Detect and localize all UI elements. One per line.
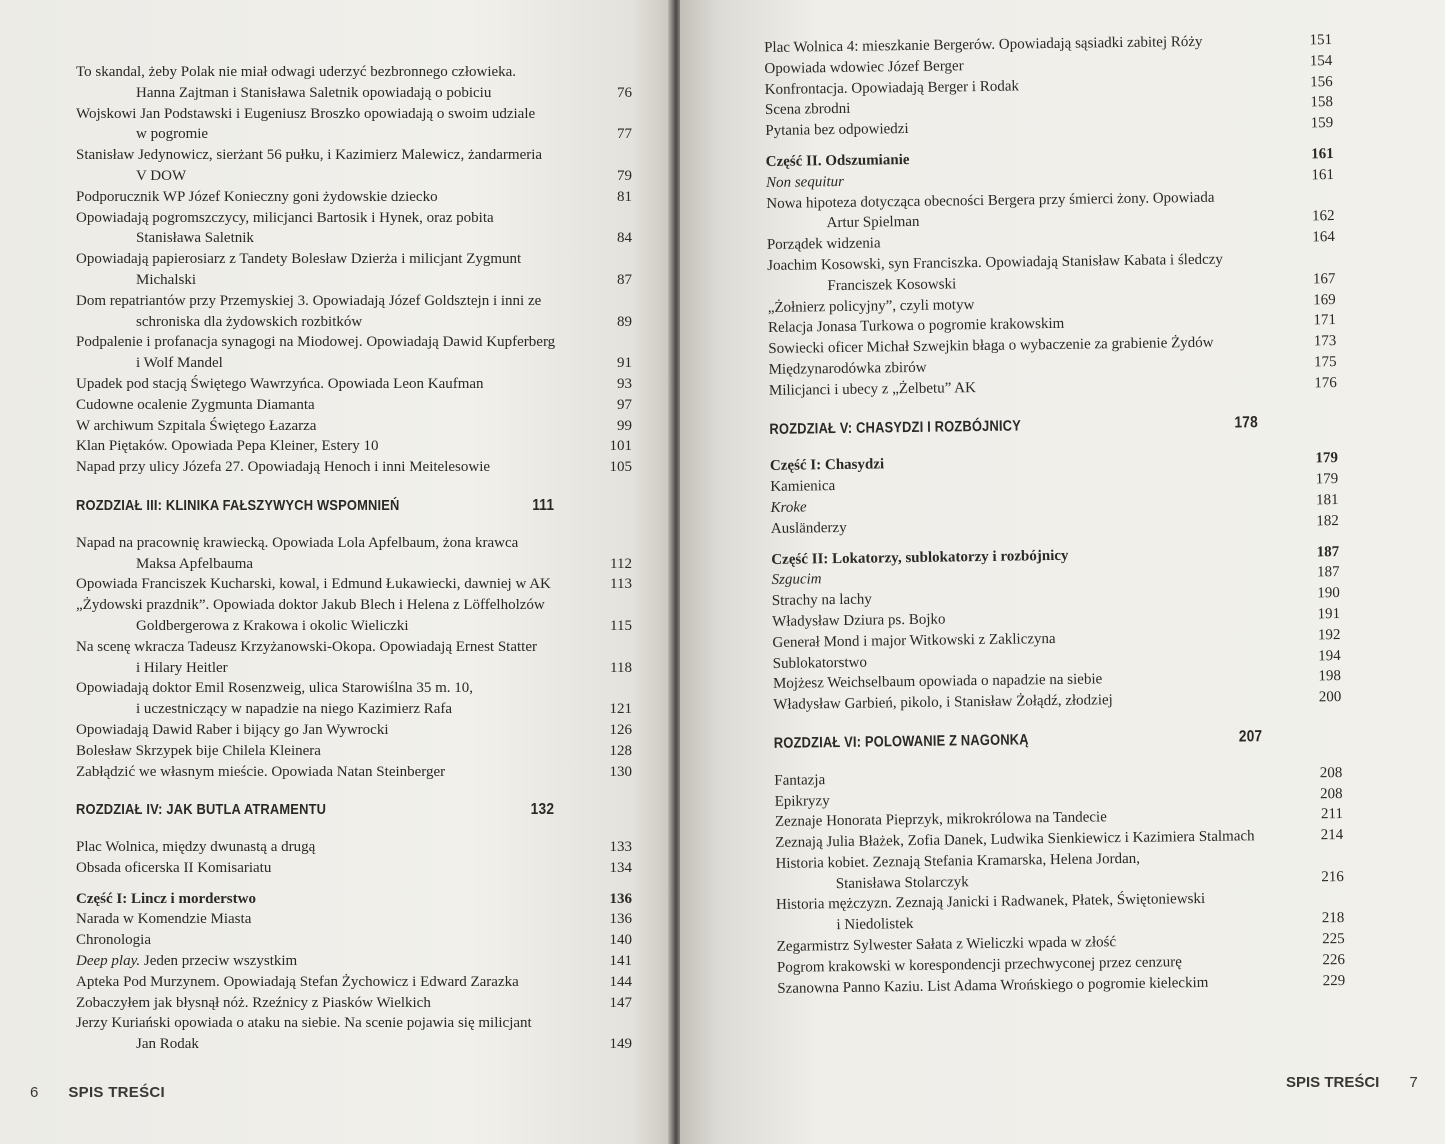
toc-entry: Kroke 181 bbox=[770, 491, 1339, 516]
page-number: 7 bbox=[1409, 1074, 1418, 1091]
toc-entry: Zeznają Julia Błażek, Zofia Danek, Ludwika Sienkiewicz i Kazimiera Stalmach 214 bbox=[775, 827, 1344, 852]
toc-entry: Plac Wolnica 4: mieszkanie Bergerów. Opowiadają sąsiadki zabitej Róży 151 bbox=[764, 32, 1333, 56]
toc-right bbox=[764, 30, 1345, 999]
toc-entry: Stanisław Jedynowicz, sierżant 56 pułku, i Kazimierz Malewicz, żandarmeria V DOW 79 bbox=[76, 147, 632, 184]
toc-entry: Obsada oficerska II Komisariatu 134 bbox=[76, 859, 632, 876]
toc-entry: Ausländerzy 182 bbox=[770, 512, 1339, 537]
toc-entry: Cudowne ocalenie Zygmunta Diamanta 97 bbox=[76, 396, 632, 413]
toc-entry: Zabłądzić we własnym mieście. Opowiada Natan Steinberger 130 bbox=[76, 763, 632, 780]
toc-entry: Napad na pracownię krawiecką. Opowiada Lola Apfelbaum, żona krawca Maksa Apfelbauma 112 bbox=[76, 534, 632, 572]
toc-entry: Chronologia 140 bbox=[76, 932, 632, 949]
toc-entry: Pogrom krakowski w korespondencji przechwyconej przez cenzurę 226 bbox=[776, 951, 1346, 976]
part-heading: Część II. Odszumianie 161 bbox=[765, 146, 1334, 170]
toc-entry: Podpalenie i profanacja synagogi na Miodowej. Opowiadają Dawid Kupferberg i Wolf Mandel 91 bbox=[76, 334, 632, 372]
toc-entry: Szgucim 187 bbox=[771, 564, 1340, 589]
toc-entry: Zobaczyłem jak błysnął nóż. Rzeźnicy z Piasków Wielkich 147 bbox=[76, 994, 632, 1011]
toc-entry: Generał Mond i major Witkowski z Zakliczyna 192 bbox=[772, 626, 1341, 651]
toc-entry: Napad przy ulicy Józefa 27. Opowiadają Henoch i inni Meitelesowie 105 bbox=[76, 459, 632, 476]
toc-entry: Nowa hipoteza dotycząca obecności Bergera przy śmierci żony. Opowiada Artur Spielman 162 bbox=[766, 189, 1335, 232]
part-heading: Część I: Lincz i morderstwo 136 bbox=[76, 890, 632, 907]
toc-entry: Władysław Dziura ps. Bojko 191 bbox=[772, 605, 1341, 630]
toc-left bbox=[76, 62, 632, 1055]
toc-entry: W archiwum Szpitala Świętego Łazarza 99 bbox=[76, 417, 632, 434]
chapter-heading: ROZDZIAŁ IV: JAK BUTLA ATRAMENTU 132 bbox=[76, 801, 555, 819]
toc-entry: Opowiada Franciszek Kucharski, kowal, i Edmund Łukawiecki, dawniej w AK 113 bbox=[76, 576, 632, 593]
toc-entry: Opowiadają Dawid Raber i bijący go Jan Wywrocki 126 bbox=[76, 721, 632, 738]
toc-entry: Bolesław Skrzypek bije Chilela Kleinera 128 bbox=[76, 742, 632, 759]
toc-entry: Milicjanci i ubecy z „Żelbetu” AK 176 bbox=[768, 374, 1337, 399]
left-page bbox=[0, 0, 672, 1144]
toc-entry: Deep play. Jeden przeciw wszystkim 141 bbox=[76, 953, 632, 970]
chapter-heading: ROZDZIAŁ VI: POLOWANIE Z NAGONKĄ 207 bbox=[773, 728, 1263, 752]
toc-entry: Konfrontacja. Opowiadają Berger i Rodak 156 bbox=[764, 73, 1333, 98]
toc-entry: Epikryzy 208 bbox=[774, 785, 1343, 810]
chapter-heading: ROZDZIAŁ V: CHASYDZI I ROZBÓJNICY 178 bbox=[769, 413, 1259, 438]
chapter-heading: ROZDZIAŁ III: KLINIKA FAŁSZYWYCH WSPOMNIEŃ 111 bbox=[76, 496, 555, 514]
page-footer bbox=[1286, 1074, 1418, 1091]
toc-entry: Klan Piętaków. Opowiada Pepa Kleiner, Estery 10 101 bbox=[76, 438, 632, 455]
toc-entry: To skandal, żeby Polak nie miał odwagi uderzyć bezbronnego człowieka. Hanna Zajtman i Stanisława Saletnik opowiadają o pobiciu 76 bbox=[76, 64, 632, 101]
toc-entry: Relacja Jonasa Turkowa o pogromie krakowskim 171 bbox=[767, 312, 1337, 337]
page-number: 6 bbox=[30, 1084, 39, 1101]
toc-entry: „Żołnierz policyjny”, czyli motyw 169 bbox=[767, 291, 1336, 316]
part-heading: Część I: Chasydzi 179 bbox=[769, 450, 1339, 475]
toc-entry: Historia mężczyzn. Zeznają Janicki i Radwanek, Płatek, Świętoniewski i Niedolistek 218 bbox=[776, 891, 1345, 934]
toc-entry: Apteka Pod Murzynem. Opowiadają Stefan Żychowicz i Edward Zarazka 144 bbox=[76, 973, 632, 990]
running-head: SPIS TREŚCI bbox=[1286, 1074, 1380, 1091]
toc-entry: Fantazja 208 bbox=[774, 764, 1343, 789]
toc-entry: Kamienica 179 bbox=[770, 471, 1339, 496]
part-heading: Część II: Lokatorzy, sublokatorzy i rozbójnicy 187 bbox=[771, 543, 1340, 568]
toc-entry: Szanowna Panno Kaziu. List Adama Wrońskiego o pogromie kieleckim 229 bbox=[777, 972, 1346, 997]
toc-entry: Sowiecki oficer Michał Szwejkin błaga o wybaczenie za grabienie Żydów 173 bbox=[768, 333, 1337, 358]
toc-entry: Joachim Kosowski, syn Franciszka. Opowiadają Stanisław Kabata i śledczy Franciszek Kosowski 167 bbox=[767, 251, 1336, 294]
toc-entry: Pytania bez odpowiedzi 159 bbox=[765, 115, 1334, 140]
toc-entry: Opowiada wdowiec Józef Berger 154 bbox=[764, 52, 1333, 77]
toc-entry: „Żydowski prazdnik”. Opowiada doktor Jakub Blech i Helena z Löffelholzów Goldbergerowa z Krakowa i okolic Wieliczki 115 bbox=[76, 597, 632, 634]
toc-entry: Opowiadają doktor Emil Rosenzweig, ulica Starowiślna 35 m. 10, i uczestniczący w napadzie na niego Kazimierz Rafa 121 bbox=[76, 680, 632, 718]
toc-entry: Na scenę wkracza Tadeusz Krzyżanowski-Okopa. Opowiadają Ernest Statter i Hilary Heitler 118 bbox=[76, 638, 632, 676]
toc-entry: Opowiadają pogromszczycy, milicjanci Bartosik i Hynek, oraz pobita Stanisława Saletnik 84 bbox=[76, 209, 632, 247]
toc-entry: Jerzy Kuriański opowiada o ataku na siebie. Na scenie pojawia się milicjant Jan Rodak 149 bbox=[76, 1015, 632, 1053]
right-page bbox=[680, 0, 1445, 1144]
toc-entry: Mojżesz Weichselbaum opowiada o napadzie na siebie 198 bbox=[772, 668, 1342, 693]
page-footer bbox=[30, 1084, 165, 1101]
toc-entry: Porządek widzenia 164 bbox=[766, 229, 1335, 254]
toc-entry: Międzynarodówka zbirów 175 bbox=[768, 353, 1337, 378]
running-head: SPIS TREŚCI bbox=[68, 1084, 165, 1101]
toc-entry: Historia kobiet. Zeznają Stefania Kramarska, Helena Jordan, Stanisława Stolarczyk 216 bbox=[775, 850, 1344, 892]
toc-entry: Upadek pod stacją Świętego Wawrzyńca. Opowiada Leon Kaufman 93 bbox=[76, 375, 632, 392]
toc-entry: Scena zbrodni 158 bbox=[764, 94, 1334, 119]
toc-entry: Dom repatriantów przy Przemyskiej 3. Opowiadają Józef Goldsztejn i inni ze schroniska dla żydowskich rozbitków 89 bbox=[76, 292, 632, 330]
toc-entry: Narada w Komendzie Miasta 136 bbox=[76, 911, 632, 928]
toc-entry: Opowiadają papierosiarz z Tandety Bolesław Dzierża i milicjant Zygmunt Michalski 87 bbox=[76, 251, 632, 288]
toc-entry: Zeznaje Honorata Pieprzyk, mikrokrólowa na Tandecie 211 bbox=[774, 806, 1344, 831]
toc-entry: Władysław Garbień, pikolo, i Stanisław Żołądź, złodziej 200 bbox=[773, 689, 1342, 714]
toc-entry: Non sequitur 161 bbox=[765, 166, 1335, 191]
toc-entry: Plac Wolnica, między dwunastą a drugą 133 bbox=[76, 839, 632, 856]
toc-entry: Strachy na lachy 190 bbox=[771, 585, 1340, 610]
toc-entry: Sublokatorstwo 194 bbox=[772, 647, 1341, 672]
toc-entry: Zegarmistrz Sylwester Sałata z Wieliczki wpada w złość 225 bbox=[776, 931, 1345, 955]
toc-entry: Podporucznik WP Józef Konieczny goni żydowskie dziecko 81 bbox=[76, 188, 632, 205]
toc-entry: Wojskowi Jan Podstawski i Eugeniusz Broszko opowiadają o swoim udziale w pogromie 77 bbox=[76, 105, 632, 143]
